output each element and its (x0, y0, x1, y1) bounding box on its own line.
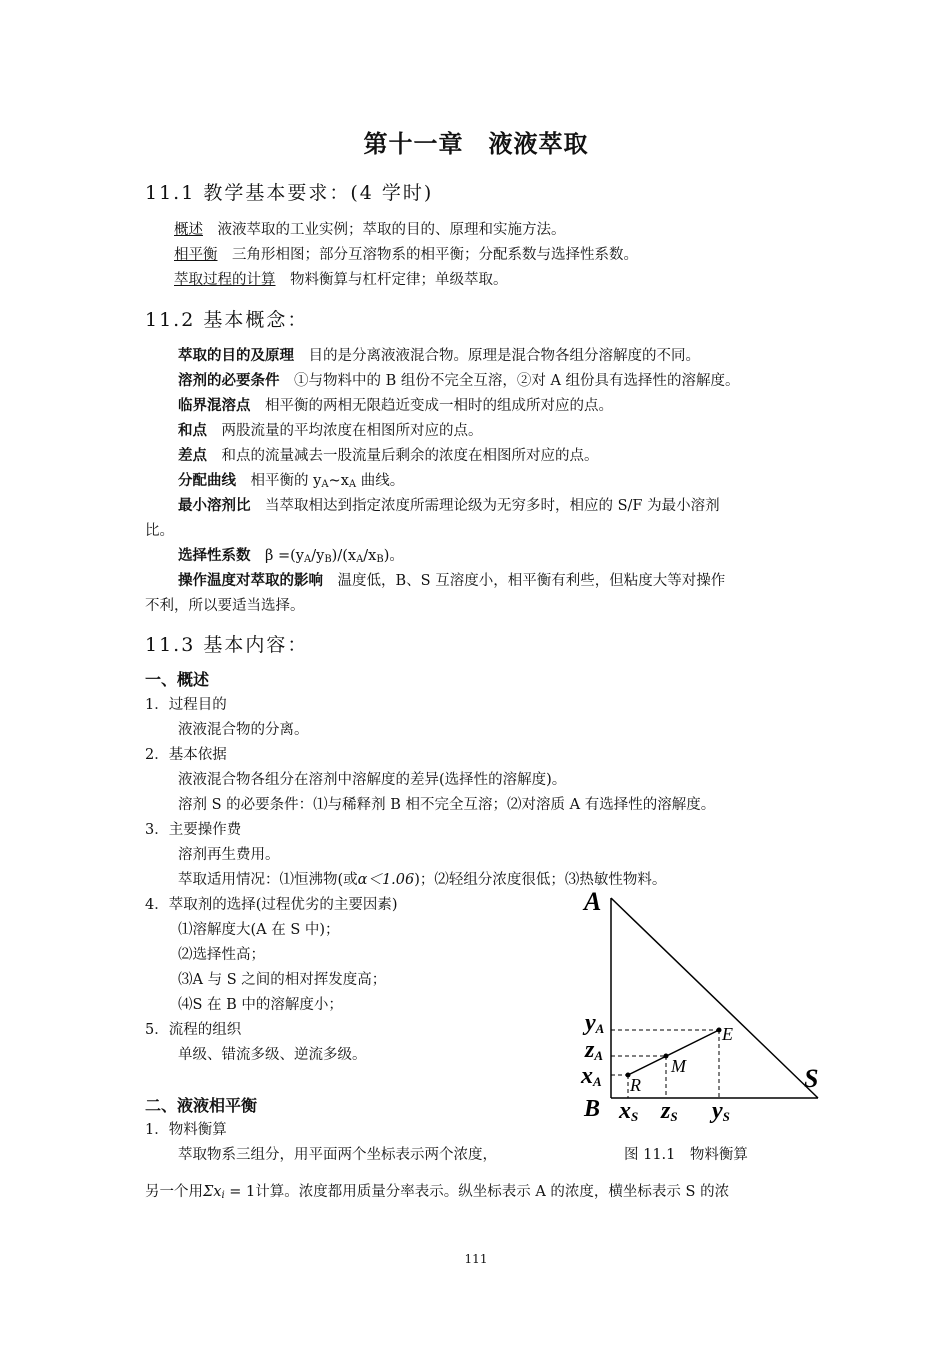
subscript: A (304, 554, 312, 565)
formula-part: β =(y (265, 548, 304, 564)
label-xs: xS (619, 1098, 639, 1124)
subscript: B (324, 554, 332, 565)
text-part: 萃取适用情况：⑴恒沸物(或 (178, 872, 358, 888)
list-item-detail: 液液混合物各组分在溶剂中溶解度的差异(选择性的溶解度)。 (178, 772, 567, 788)
list-item-detail: ⑶A 与 S 之间的相对挥发度高； (178, 972, 387, 988)
subscript: A (348, 479, 357, 490)
subscript: i (221, 1190, 225, 1201)
concept-term: 和点 (178, 422, 207, 439)
concept-difference-point (178, 444, 599, 465)
concept-term: 溶剂的必要条件 (178, 372, 280, 389)
section-heading-11-2: 11.2 基本概念： (145, 309, 309, 331)
concept-text: 相平衡的 y (250, 473, 322, 489)
formula-part: /y (311, 548, 325, 564)
label-xa: xA (581, 1063, 602, 1089)
list-item-detail: 溶剂 S 的必要条件：⑴与稀释剂 B 相不完全互溶；⑵对溶质 A 有选择性的溶解度。 (178, 797, 716, 813)
concept-term: 选择性系数 (178, 547, 251, 564)
list-item: 1．过程目的 (145, 697, 227, 713)
list-item: 3．主要操作费 (145, 822, 242, 838)
point-e (717, 1028, 722, 1033)
concept-continuation: 不利，所以要适当选择。 (145, 598, 305, 614)
list-item: 2．基本依据 (145, 747, 227, 763)
formula-part: )。 (383, 548, 404, 564)
req-item-equilibrium (174, 243, 638, 264)
label-e: E (722, 1024, 733, 1044)
concept-text: 和点的流量减去一股流量后剩余的浓度在相图所对应的点。 (221, 448, 599, 464)
req-label: 相平衡 (174, 247, 218, 263)
concept-continuation: 比。 (145, 523, 174, 539)
list-item: 5．流程的组织 (145, 1022, 242, 1038)
req-item-calculation (174, 268, 508, 289)
list-item: 4．萃取剂的选择(过程优劣的主要因素) (145, 897, 398, 913)
list-item-detail: ⑵选择性高； (178, 947, 265, 963)
figure-mass-balance (576, 884, 826, 1134)
concept-text: 曲线。 (356, 473, 405, 489)
label-ys: yS (712, 1098, 730, 1124)
concept-min-solvent-ratio (178, 494, 720, 515)
concept-term: 操作温度对萃取的影响 (178, 572, 323, 589)
part-heading-overview: 一、概述 (145, 670, 210, 689)
text-part: 另一个用 (145, 1184, 203, 1200)
formula-part: )/(x (331, 548, 357, 564)
req-item-overview (174, 218, 566, 239)
req-text: 三角形相图；部分互溶物系的相平衡；分配系数与选择性系数。 (232, 247, 638, 263)
list-item-detail: ⑴溶解度大(A 在 S 中)； (178, 922, 340, 938)
label-r: R (630, 1075, 641, 1095)
concept-term: 分配曲线 (178, 472, 236, 489)
math-inline: Σx (203, 1184, 222, 1200)
subscript: A (356, 554, 364, 565)
label-b: B (584, 1096, 601, 1122)
concept-text: 温度低，B、S 互溶度小，相平衡有利些，但粘度大等对操作 (337, 573, 726, 589)
label-zs: zS (661, 1098, 678, 1124)
concept-plait-point (178, 394, 613, 415)
concept-text: ~x (328, 473, 349, 489)
concept-selectivity (178, 544, 404, 565)
concept-text: 目的是分离液液混合物。原理是混合物各组分溶解度的不同。 (308, 348, 700, 364)
point-m (664, 1054, 669, 1059)
label-a: A (584, 887, 602, 916)
label-za: zA (585, 1037, 604, 1063)
concept-solvent-condition (178, 369, 740, 390)
list-item-detail: 单级、错流多级、逆流多级。 (178, 1047, 367, 1063)
list-item-detail: 萃取物系三组分，用平面两个坐标表示两个浓度， (178, 1147, 497, 1163)
req-text: 液液萃取的工业实例；萃取的目的、原理和实施方法。 (217, 222, 566, 238)
label-s: S (804, 1064, 819, 1093)
part-heading-equilibrium: 二、液液相平衡 (145, 1096, 258, 1115)
concept-term: 差点 (178, 447, 207, 464)
subscript: B (376, 554, 384, 565)
math-inline: α＜1.06 (357, 872, 415, 888)
concept-distribution-curve (178, 469, 404, 490)
text-part: 计算。浓度都用质量分率表示。纵坐标表示 A 的浓度，横坐标表示 S 的浓 (255, 1184, 730, 1200)
req-label: 萃取过程的计算 (174, 272, 276, 288)
paragraph-line (145, 1180, 729, 1201)
label-ya: yA (585, 1010, 605, 1036)
list-item-detail: 液液混合物的分离。 (178, 722, 309, 738)
list-item-detail: ⑷S 在 B 中的溶解度小； (178, 997, 343, 1013)
concept-term: 临界混溶点 (178, 397, 251, 414)
formula-part: /x (363, 548, 377, 564)
concept-purpose (178, 344, 700, 365)
math-inline: = 1 (224, 1184, 256, 1200)
concept-text: 当萃取相达到指定浓度所需理论级为无穷多时，相应的 S/F 为最小溶剂 (265, 498, 720, 514)
concept-text: 两股流量的平均浓度在相图所对应的点。 (221, 423, 483, 439)
subscript: A (321, 479, 329, 490)
label-m: M (671, 1056, 686, 1076)
chapter-title: 第十一章 液液萃取 (363, 129, 589, 158)
concept-text: 相平衡的两相无限趋近变成一相时的组成所对应的点。 (265, 398, 613, 414)
list-item: 1．物料衡算 (145, 1122, 227, 1138)
text-part: )；⑵轻组分浓度很低；⑶热敏性物料。 (414, 872, 667, 888)
list-item-detail: 溶剂再生费用。 (178, 847, 280, 863)
section-heading-11-1: 11.1 教学基本要求：(4 学时) (145, 182, 434, 204)
concept-text: ①与物料中的 B 组份不完全互溶，②对 A 组份具有选择性的溶解度。 (294, 373, 740, 389)
concept-temperature (178, 569, 725, 590)
concept-term: 萃取的目的及原理 (178, 347, 294, 364)
page-number: 111 (464, 1252, 488, 1266)
req-text: 物料衡算与杠杆定律；单级萃取。 (290, 272, 508, 288)
concept-term: 最小溶剂比 (178, 497, 251, 514)
req-label: 概述 (174, 222, 203, 238)
section-heading-11-3: 11.3 基本内容： (145, 634, 309, 656)
figure-caption: 图 11.1 物料衡算 (624, 1147, 748, 1163)
concept-sum-point (178, 419, 483, 440)
